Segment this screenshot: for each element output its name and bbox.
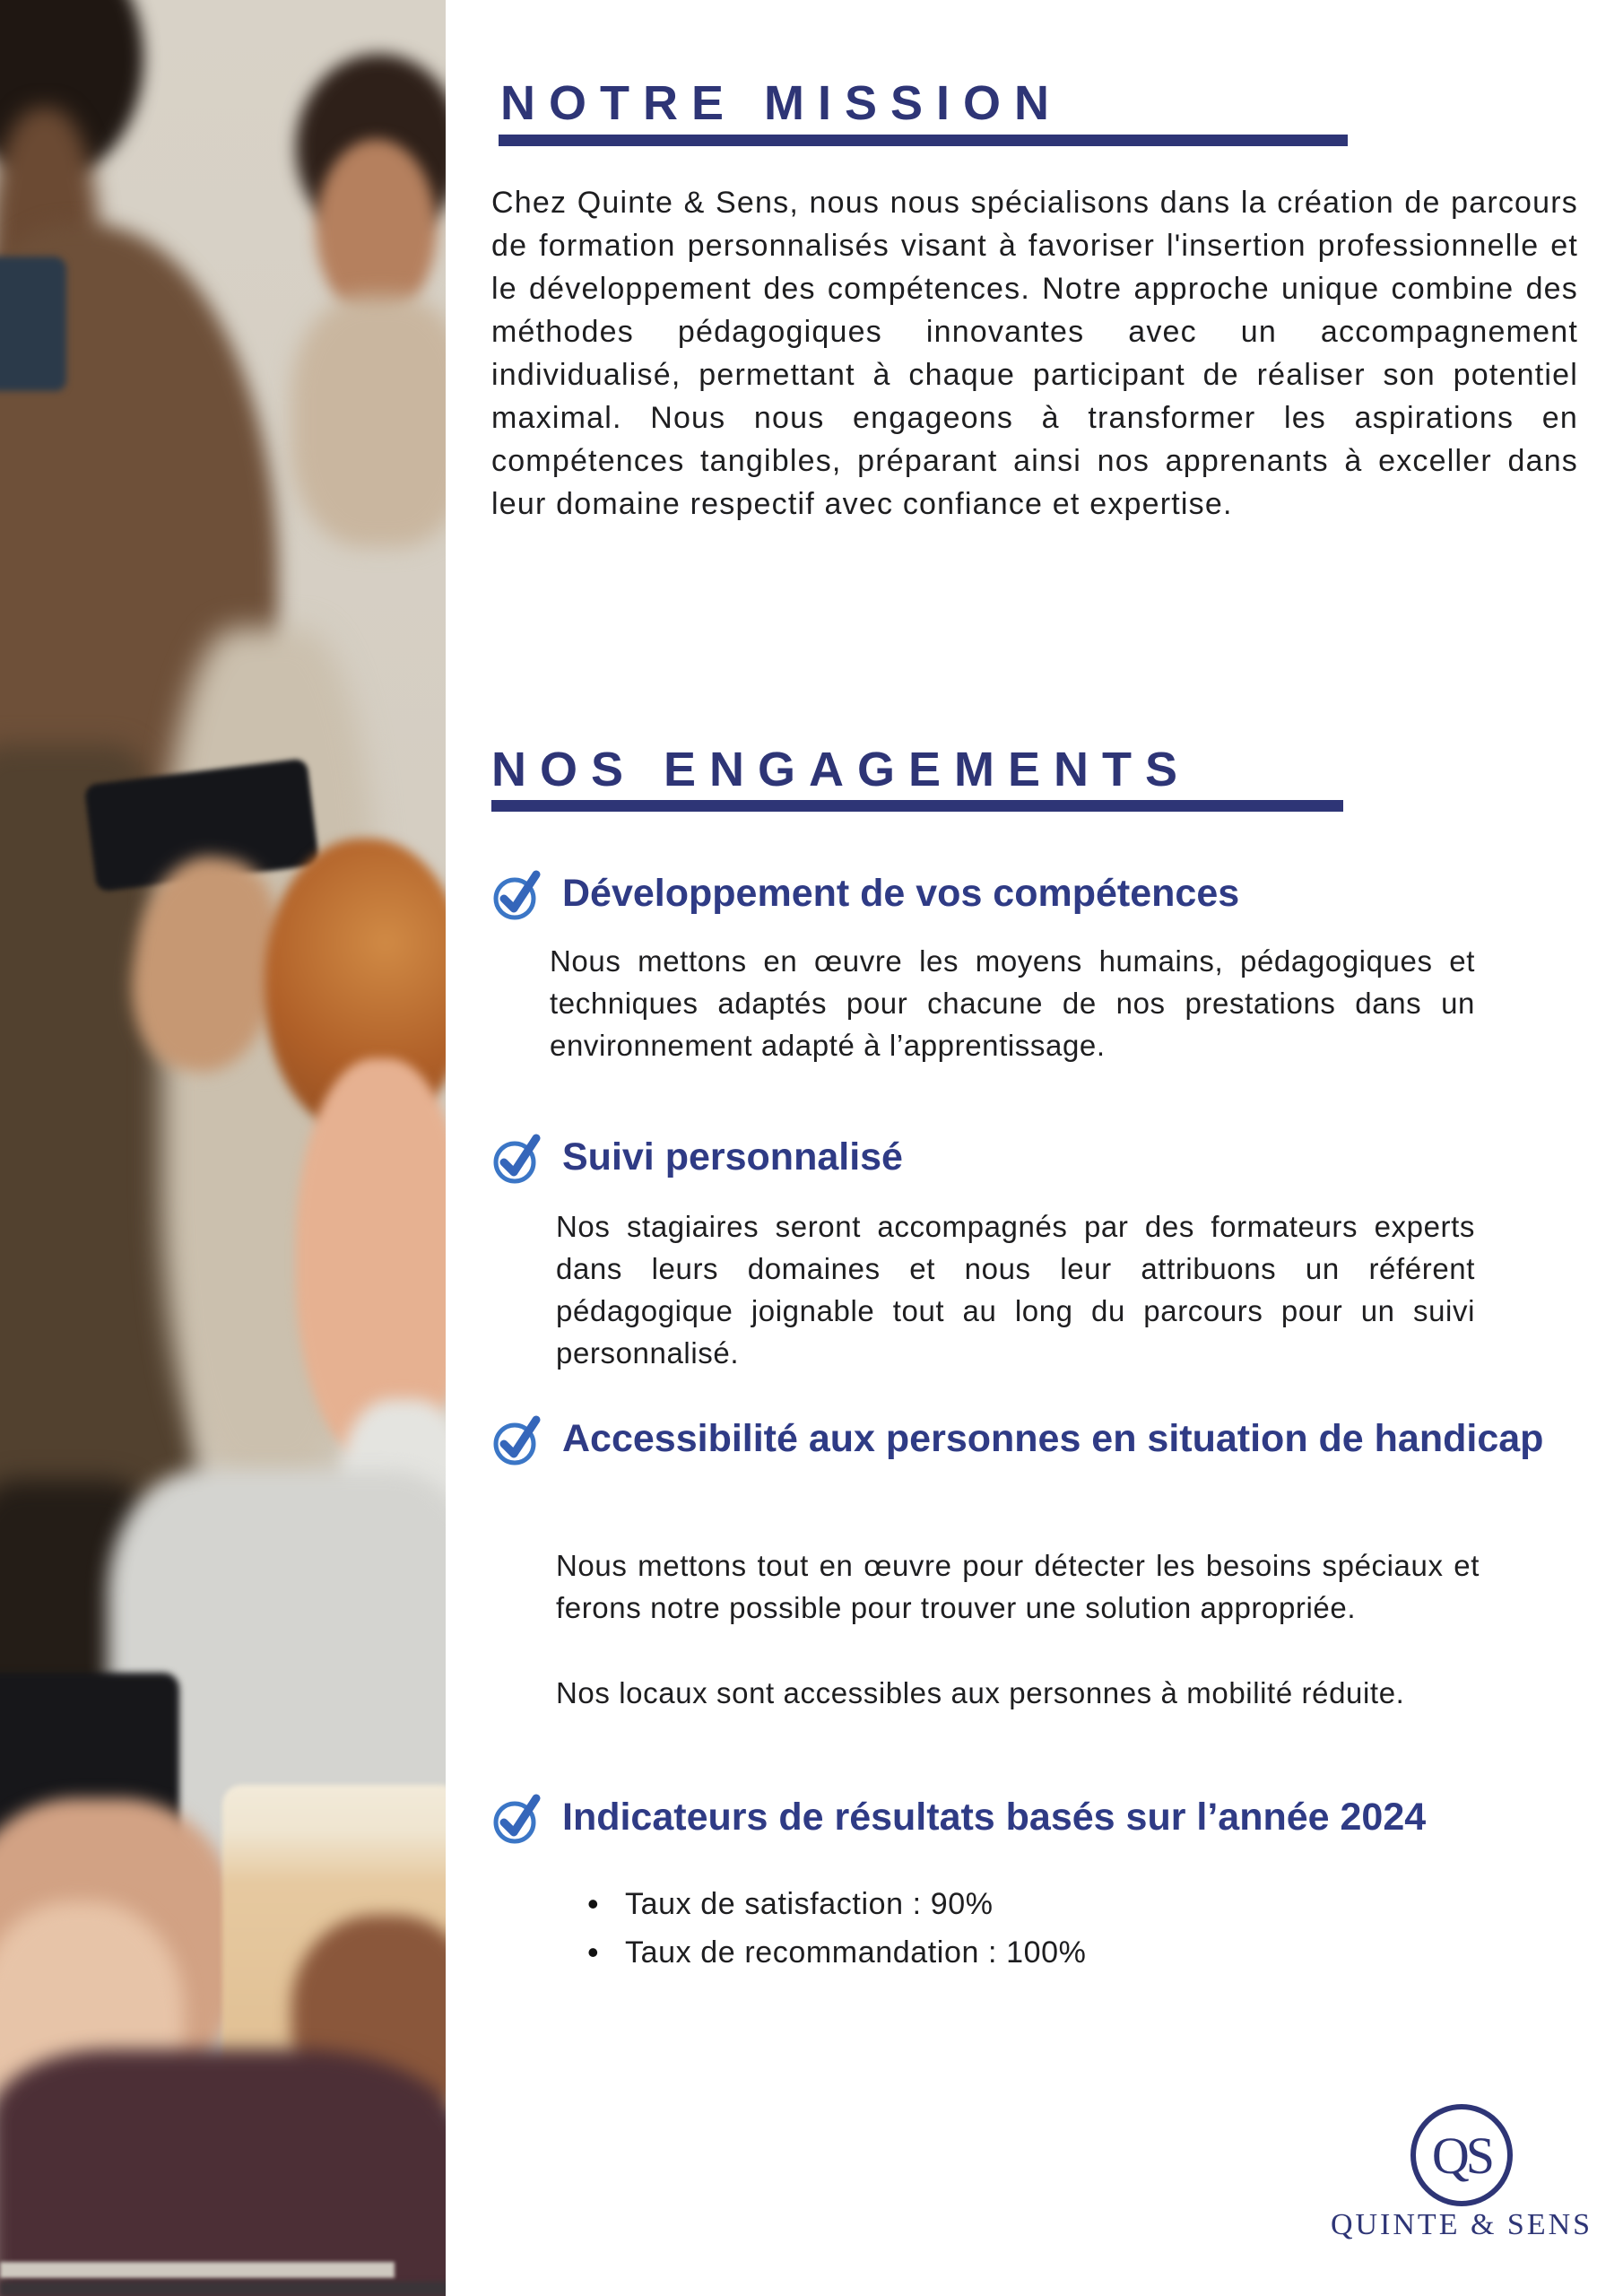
engagement-4-heading: Indicateurs de résultats basés sur l’année 2024: [562, 1796, 1427, 1839]
engagement-1-heading: Développement de vos compétences: [562, 872, 1240, 915]
engagement-2-heading: Suivi personnalisé: [562, 1135, 903, 1178]
logo-wordmark: QUINTE & SENS: [1330, 2208, 1593, 2241]
engagement-3-body-2: Nos locaux sont accessibles aux personnes à mobilité réduite.: [556, 1676, 1405, 1709]
photo-woman-face: [316, 139, 437, 318]
engagement-1-body: Nous mettons en œuvre les moyens humains, pédagogiques et techniques adaptés pour chacune de nos prestations dans un environnement adapté à l’apprentissage.: [550, 944, 1475, 1062]
photo-woman-body: [291, 296, 446, 547]
result-satisfaction: • Taux de satisfaction : 90%: [587, 1882, 1086, 1926]
engagement-3-body: Nous mettons tout en œuvre pour détecter les besoins spéciaux et ferons notre possible pour trouver une solution appropriée.: [556, 1549, 1480, 1624]
logo-monogram: QS: [1410, 2104, 1513, 2206]
mission-title: NOTRE MISSION: [500, 76, 1063, 131]
mission-divider: [499, 135, 1348, 146]
engagement-3-heading: Accessibilité aux personnes en situation de handicap: [562, 1417, 1544, 1460]
office-team-photo: [0, 0, 446, 2296]
photo-navy-mug: [0, 257, 66, 391]
check-circle-icon: [492, 1412, 548, 1469]
photo-laptop-edge: [0, 2282, 446, 2296]
results-list: [587, 1882, 1086, 1979]
check-circle-icon: [492, 866, 548, 924]
result-recommendation: • Taux de recommandation : 100%: [587, 1930, 1086, 1975]
quinte-et-sens-logo: [1318, 2099, 1605, 2251]
photo-maroon-sleeve: [0, 2049, 446, 2296]
engagement-2-body: Nos stagiaires seront accompagnés par des formateurs experts dans leurs domaines et nous leur attribuons un référent pédagogique joignable tout au long du parcours pour un suivi personnalisé.: [556, 1210, 1475, 1370]
mission-paragraph: Chez Quinte & Sens, nous nous spécialisons dans la création de parcours de formation personnalisés visant à favoriser l'insertion professionnelle et le développement des compétences. Notre approche unique combine des méthodes pédagogiques innovantes avec un accompagnement individualisé, permettant à chaque participant de réaliser son potentiel maximal. Nous nous engageons à transformer les aspirations en compétences tangibles, préparant ainsi nos apprenants à exceller dans leur domaine respectif avec confiance et expertise.: [491, 186, 1578, 521]
photo-table-edge: [0, 2262, 395, 2278]
engagements-divider: [491, 800, 1343, 812]
check-circle-icon: [492, 1790, 548, 1848]
engagements-title: NOS ENGAGEMENTS: [491, 743, 1192, 797]
check-circle-icon: [492, 1130, 548, 1187]
